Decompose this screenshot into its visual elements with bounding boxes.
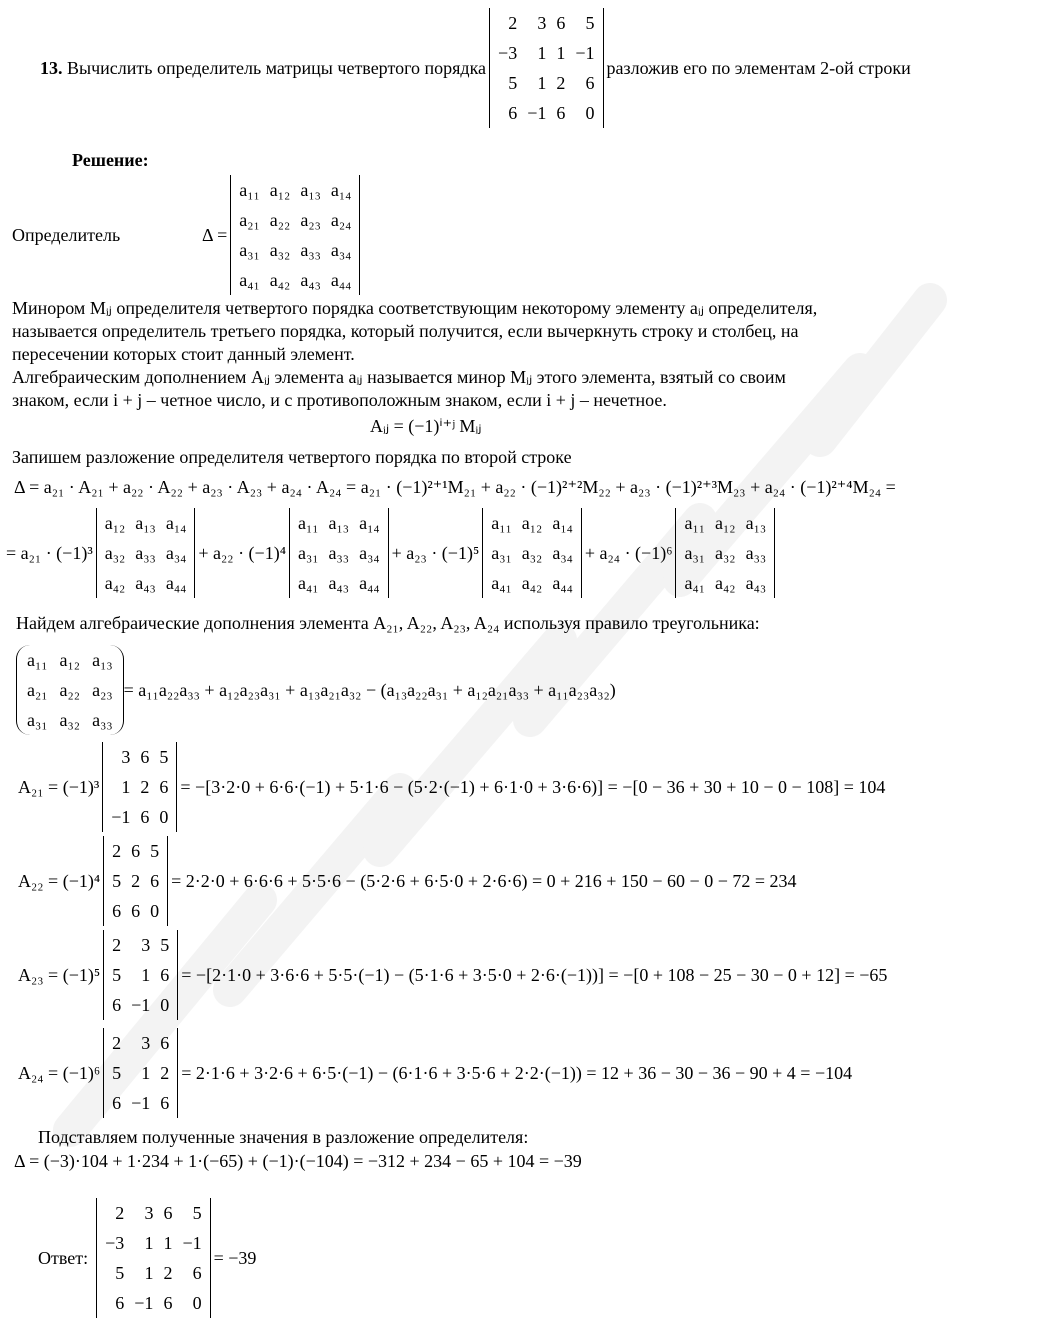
cofactor-rhs: = −[2·1·0 + 3·6·6 + 5·5·(−1) − (5·1·6 + 3·5·0 + 2·6·(−1))] = −[0 + 108 − 25 − 30 − 0 + 12] = −65 xyxy=(181,964,888,985)
matrix-cell: 3 xyxy=(537,13,547,33)
matrix-cell: 6 xyxy=(150,871,160,891)
definition xyxy=(12,175,363,295)
matrix-cell: a₁₃ xyxy=(92,650,113,670)
matrix-cell: 6 xyxy=(160,1093,170,1113)
matrix-cell: 1 xyxy=(537,43,547,63)
matrix-cell: a₄₃ xyxy=(135,573,156,593)
problem-text: Вычислить определитель матрицы четвертого порядка xyxy=(67,57,487,78)
matrix-cell: 5 xyxy=(112,871,122,891)
matrix-cell: 1 xyxy=(144,1233,154,1253)
matrix-cell: a₃₄ xyxy=(330,240,352,260)
matrix-cell: 0 xyxy=(160,995,170,1015)
definitions-text xyxy=(12,297,817,412)
term-prefix: + a₂₃ · (−1)⁵ xyxy=(391,542,480,563)
matrix-cell: a₁₄ xyxy=(330,180,352,200)
cofactor-matrix xyxy=(103,930,178,1020)
expansion-line-1: Δ = a₂₁ · A₂₁ + a₂₂ · A₂₂ + a₂₃ · A₂₃ + a₂₄ · A₂₄ = a₂₁ · (−1)²⁺¹M₂₁ + a₂₂ · (−1)²⁺²M₂₂ + a₂₃ · (−1)²⁺³M₂₃ + a₂₄ · (−1)²⁺⁴M₂₄ = xyxy=(14,477,896,497)
matrix-cell: a₄₃ xyxy=(328,573,350,593)
matrix-cell: −3 xyxy=(105,1233,125,1253)
matrix-cell: 3 xyxy=(141,1033,151,1053)
matrix-cell: 5 xyxy=(150,841,160,861)
matrix-cell: a₃₂ xyxy=(104,543,126,563)
matrix-cell: a₁₁ xyxy=(27,650,48,670)
cofactor-lhs: A₂₁ = (−1)³ xyxy=(18,776,100,797)
matrix-cell: −1 xyxy=(182,1233,202,1253)
problem-matrix xyxy=(489,8,603,128)
matrix-cell: 6 xyxy=(131,841,141,861)
cofactor-matrix xyxy=(102,742,177,832)
matrix-cell: a₃₃ xyxy=(300,240,321,260)
matrix-cell: a₂₃ xyxy=(300,210,321,230)
matrix-cell: −1 xyxy=(527,103,547,123)
matrix-cell: a₁₂ xyxy=(521,513,543,533)
matrix-cell: a₁₂ xyxy=(59,650,81,670)
matrix-cell: −1 xyxy=(131,995,151,1015)
matrix-cell: a₄₂ xyxy=(521,573,543,593)
matrix-cell: a₁₂ xyxy=(269,180,291,200)
matrix-cell: a₄₁ xyxy=(239,270,260,290)
paragraph-line: называется определитель третьего порядка, который получится, если вычеркнуть строку и столбец, на xyxy=(12,321,799,341)
cofactor-a23 xyxy=(18,930,887,1020)
matrix-cell: a₃₄ xyxy=(359,543,380,563)
cofactor-lhs: A₂₂ = (−1)⁴ xyxy=(18,870,101,891)
matrix-cell: 5 xyxy=(585,13,595,33)
cofactor-a24 xyxy=(18,1028,852,1118)
matrix-cell: a₃₃ xyxy=(92,710,113,730)
answer-label: Ответ: xyxy=(38,1247,89,1268)
matrix-cell: 3 xyxy=(144,1203,154,1223)
cofactor-lhs: A₂₃ = (−1)⁵ xyxy=(18,964,101,985)
matrix-cell: 0 xyxy=(585,103,595,123)
matrix-cell: 2 xyxy=(140,777,150,797)
paragraph-line: знаком, если i + j – четное число, и с противоположным знаком, если i + j – нечетное. xyxy=(12,390,667,410)
substitution: Δ = (−3)·104 + 1·234 + 1·(−65) + (−1)·(−104) = −312 + 234 − 65 + 104 = −39 xyxy=(14,1151,582,1171)
answer xyxy=(38,1198,256,1318)
matrix-cell: 1 xyxy=(141,1063,151,1083)
definition-label: Определитель xyxy=(12,224,121,245)
matrix-cell: a₄₄ xyxy=(330,270,352,290)
matrix-cell: 2 xyxy=(112,935,122,955)
matrix-cell: a₁₁ xyxy=(491,513,512,533)
matrix-cell: 6 xyxy=(160,1033,170,1053)
triangle-matrix xyxy=(16,645,124,735)
matrix-cell: a₃₁ xyxy=(239,240,260,260)
term-prefix: + a₂₂ · (−1)⁴ xyxy=(198,542,286,563)
matrix-cell: 6 xyxy=(585,73,595,93)
matrix-cell: a₄₄ xyxy=(552,573,573,593)
solution-heading: Решение: xyxy=(72,150,149,170)
matrix-cell: 5 xyxy=(159,747,169,767)
matrix-cell: a₁₃ xyxy=(135,513,156,533)
matrix-cell: 6 xyxy=(131,901,141,921)
matrix-cell: 0 xyxy=(159,807,169,827)
matrix-cell: a₁₃ xyxy=(328,513,350,533)
matrix-cell: a₃₂ xyxy=(59,710,81,730)
matrix-cell: 6 xyxy=(140,747,150,767)
matrix-cell: 1 xyxy=(121,777,131,797)
term-prefix: = a₂₁ · (−1)³ xyxy=(6,542,93,563)
matrix-cell: 1 xyxy=(141,965,151,985)
matrix-cell: a₃₄ xyxy=(165,543,187,563)
matrix-cell: 5 xyxy=(112,1063,122,1083)
matrix-cell: −1 xyxy=(575,43,595,63)
matrix-cell: 2 xyxy=(163,1263,173,1283)
matrix-cell: a₃₁ xyxy=(491,543,512,563)
matrix-cell: a₃₃ xyxy=(135,543,156,563)
matrix-cell: a₁₄ xyxy=(359,513,380,533)
paragraph-line: Минором Mᵢⱼ определителя четвертого порядка соответствующим некоторому элементу aᵢⱼ определителя, xyxy=(12,298,818,318)
matrix-cell: 6 xyxy=(192,1263,202,1283)
cofactor-a21 xyxy=(18,742,885,832)
matrix-cell: 3 xyxy=(121,747,131,767)
matrix-cell: 5 xyxy=(508,73,518,93)
definition-matrix xyxy=(230,175,360,295)
matrix-cell: −1 xyxy=(131,1093,151,1113)
cofactor-rhs: = 2·1·6 + 3·2·6 + 6·5·(−1) − (6·1·6 + 3·5·6 + 2·2·(−1)) = 12 + 36 − 30 − 36 − 90 + 4 = −104 xyxy=(181,1062,853,1083)
matrix-cell: a₃₁ xyxy=(684,543,706,563)
matrix-cell: a₁₁ xyxy=(239,180,260,200)
matrix-cell: 2 xyxy=(112,1033,122,1053)
minor-m24 xyxy=(675,508,775,598)
minor-m23 xyxy=(482,508,582,598)
cofactor-matrix xyxy=(103,1028,178,1118)
triangle-formula: = a₁₁a₂₂a₃₃ + a₁₂a₂₃a₃₁ + a₁₃a₂₁a₃₂ − (a₁₃a₂₂a₃₁ + a₁₂a₂₁a₃₃ + a₁₁a₂₃a₃₂) xyxy=(123,679,616,700)
matrix-cell: a₄₁ xyxy=(491,573,512,593)
minor-m21 xyxy=(96,508,196,598)
matrix-cell: −1 xyxy=(111,807,131,827)
cofactors-intro: Найдем алгебраические дополнения элемента A₂₁, A₂₂, A₂₃, A₂₄ используя правило треугольника: xyxy=(16,613,760,633)
matrix-cell: 1 xyxy=(163,1233,173,1253)
matrix-cell: 6 xyxy=(508,103,518,123)
paragraph-line: Алгебраическим дополнением Aᵢⱼ элемента aᵢⱼ называется минор Mᵢⱼ этого элемента, взятый со своим xyxy=(12,367,786,387)
matrix-cell: a₂₂ xyxy=(269,210,291,230)
cofactor-formula: Aᵢⱼ = (−1)ⁱ⁺ʲ Mᵢⱼ xyxy=(370,416,482,436)
problem-statement xyxy=(40,8,911,128)
matrix-cell: 1 xyxy=(537,73,547,93)
matrix-cell: 6 xyxy=(112,901,122,921)
matrix-cell: a₂₁ xyxy=(239,210,260,230)
matrix-cell: 2 xyxy=(508,13,518,33)
matrix-cell: 2 xyxy=(112,841,122,861)
matrix-cell: a₃₁ xyxy=(27,710,48,730)
matrix-cell: −3 xyxy=(498,43,518,63)
minor-m22 xyxy=(289,508,389,598)
definition-lhs: Δ = xyxy=(202,224,228,245)
problem-after: разложив его по элементам 2-ой строки xyxy=(606,57,911,78)
matrix-cell: a₁₃ xyxy=(300,180,321,200)
matrix-cell: a₄₂ xyxy=(269,270,291,290)
matrix-cell: 5 xyxy=(160,935,170,955)
cofactor-matrix xyxy=(103,836,168,926)
cofactor-a22 xyxy=(18,836,797,926)
matrix-cell: a₃₃ xyxy=(328,543,350,563)
matrix-cell: a₃₃ xyxy=(745,543,767,563)
matrix-cell: 6 xyxy=(163,1203,173,1223)
matrix-cell: 0 xyxy=(150,901,160,921)
matrix-cell: a₄₂ xyxy=(104,573,126,593)
problem-number: 13. xyxy=(40,57,63,78)
matrix-cell: a₄₁ xyxy=(297,573,319,593)
matrix-cell: 2 xyxy=(556,73,566,93)
matrix-cell: a₂₁ xyxy=(27,680,48,700)
matrix-cell: a₃₂ xyxy=(269,240,291,260)
matrix-cell: a₂₂ xyxy=(59,680,81,700)
matrix-cell: a₁₁ xyxy=(684,513,706,533)
matrix-cell: a₁₂ xyxy=(104,513,126,533)
matrix-cell: 6 xyxy=(159,777,169,797)
answer-matrix xyxy=(96,1198,210,1318)
matrix-cell: 6 xyxy=(556,13,566,33)
matrix-cell: 3 xyxy=(141,935,151,955)
matrix-cell: a₁₁ xyxy=(297,513,319,533)
matrix-cell: −1 xyxy=(134,1293,154,1313)
triangle-rule xyxy=(16,645,616,735)
matrix-cell: 1 xyxy=(556,43,566,63)
matrix-cell: a₄₄ xyxy=(165,573,187,593)
matrix-cell: a₁₃ xyxy=(745,513,767,533)
matrix-cell: a₂₃ xyxy=(92,680,113,700)
matrix-cell: 6 xyxy=(163,1293,173,1313)
matrix-cell: a₁₂ xyxy=(715,513,736,533)
matrix-cell: 5 xyxy=(115,1263,125,1283)
matrix-cell: 6 xyxy=(112,1093,122,1113)
matrix-cell: 6 xyxy=(160,965,170,985)
expansion-intro: Запишем разложение определителя четвертого порядка по второй строке xyxy=(12,447,572,467)
matrix-cell: a₄₁ xyxy=(684,573,706,593)
paragraph-line: пересечении которых стоит данный элемент. xyxy=(12,344,355,364)
cofactor-lhs: A₂₄ = (−1)⁶ xyxy=(18,1062,101,1083)
matrix-cell: a₃₂ xyxy=(715,543,736,563)
matrix-cell: a₁₄ xyxy=(552,513,573,533)
matrix-cell: 6 xyxy=(140,807,150,827)
matrix-cell: 6 xyxy=(556,103,566,123)
matrix-cell: a₄₂ xyxy=(715,573,736,593)
term-prefix: + a₂₄ · (−1)⁶ xyxy=(584,542,673,563)
matrix-cell: 6 xyxy=(112,995,122,1015)
expansion-line-2 xyxy=(6,508,778,598)
matrix-cell: a₄₃ xyxy=(745,573,767,593)
cofactor-rhs: = −[3·2·0 + 6·6·(−1) + 5·1·6 − (5·2·(−1) + 6·1·0 + 3·6·6)] = −[0 − 36 + 30 + 10 − 0 − 108] = 104 xyxy=(180,776,886,797)
cofactor-rhs: = 2·2·0 + 6·6·6 + 5·5·6 − (5·2·6 + 6·5·0 + 2·6·6) = 0 + 216 + 150 − 60 − 0 − 72 = 234 xyxy=(171,870,797,891)
matrix-cell: 2 xyxy=(115,1203,125,1223)
matrix-cell: a₃₂ xyxy=(521,543,543,563)
substitution-intro: Подставляем полученные значения в разложение определителя: xyxy=(38,1127,529,1147)
matrix-cell: a₄₃ xyxy=(300,270,321,290)
answer-result: = −39 xyxy=(213,1247,257,1268)
matrix-cell: a₃₁ xyxy=(297,543,319,563)
matrix-cell: 5 xyxy=(192,1203,202,1223)
matrix-cell: a₄₄ xyxy=(359,573,380,593)
matrix-cell: a₂₄ xyxy=(330,210,352,230)
matrix-cell: 2 xyxy=(131,871,141,891)
matrix-cell: a₁₄ xyxy=(165,513,187,533)
matrix-cell: 0 xyxy=(192,1293,202,1313)
matrix-cell: 2 xyxy=(160,1063,170,1083)
matrix-cell: a₃₄ xyxy=(552,543,573,563)
matrix-cell: 6 xyxy=(115,1293,125,1313)
matrix-cell: 1 xyxy=(144,1263,154,1283)
matrix-cell: 5 xyxy=(112,965,122,985)
